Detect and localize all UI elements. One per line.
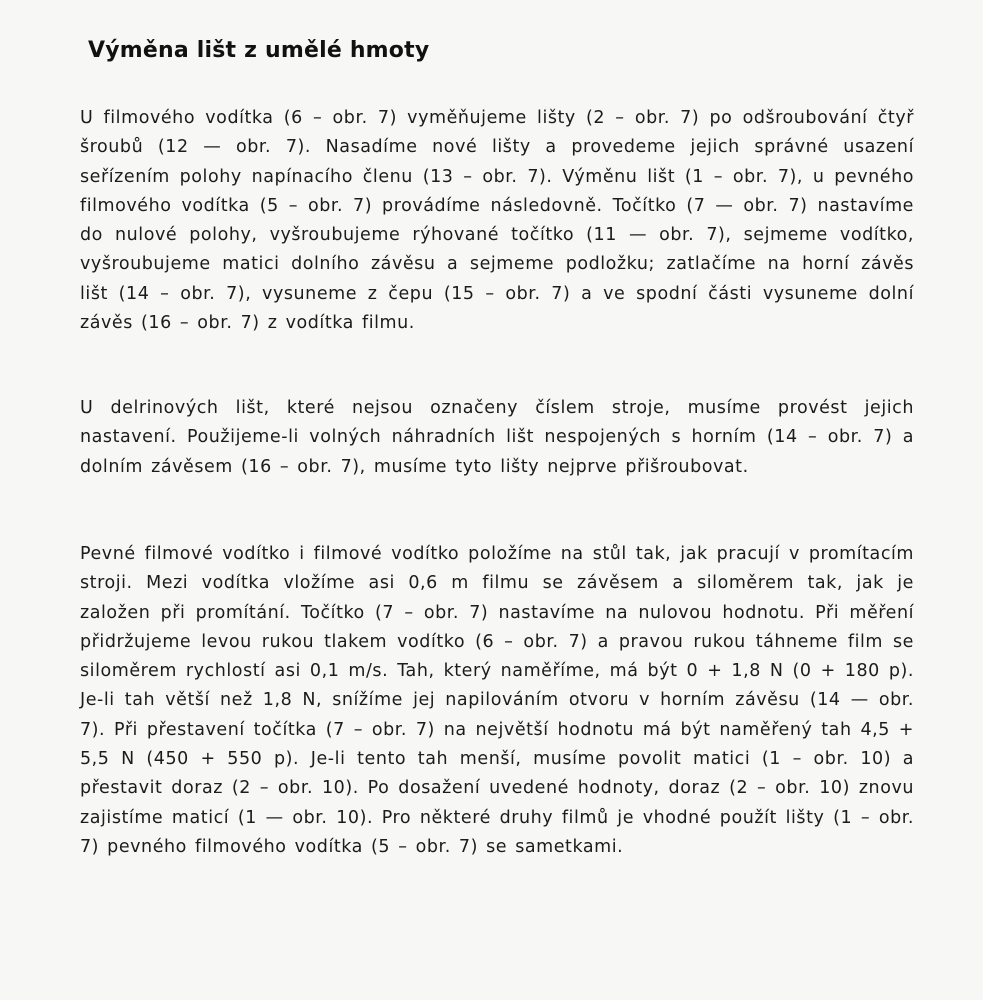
paragraph-tension-measurement: Pevné filmové vodítko i filmové vodítko položíme na stůl tak, jak pracují v promítacím stroji. Mezi vodítka vložíme asi 0,6 m filmu se závěsem a siloměrem tak, jak je založen při promítání. Točítko (7 – obr. 7) nastavíme na nulovou hodnotu. Při měření přidržujeme levou rukou tlakem vodítko (6 – obr. 7) a pravou rukou táhneme film se siloměrem rychlostí asi 0,1 m/s. Tah, který naměříme, má být 0 + 1,8 N (0 + 180 p). Je-li tah větší než 1,8 N, snížíme jej napilováním otvoru v horním závěsu (14 — obr. 7). Při přestavení točítka (7 – obr. 7) na největší hodnotu má být naměřený tah 4,5 + 5,5 N (450 + 550 p). Je-li tento tah menší, musíme povolit matici (1 – obr. 10) a přestavit doraz (2 – obr. 10). Po dosažení uvedené hodnoty, doraz (2 – obr. 10) znovu zajistíme maticí (1 — obr. 10). Pro některé druhy filmů je vhodné použít lišty (1 – obr. 7) pevného filmového vodítka (5 – obr. 7) se sametkami. xyxy=(80,544,914,857)
paragraph-replacement-procedure: U filmového vodítka (6 – obr. 7) vyměňujeme lišty (2 – obr. 7) po odšroubování čtyř šroubů (12 — obr. 7). Nasadíme nové lišty a provedeme jejich správné usazení seřízením polohy napínacího členu (13 – obr. 7). Výměnu lišt (1 – obr. 7), u pevného filmového vodítka (5 – obr. 7) provádíme následovně. Točítko (7 — obr. 7) nastavíme do nulové polohy, vyšroubujeme rýhované točítko (11 — obr. 7), sejmeme vodítko, vyšroubujeme matici dolního závěsu a sejmeme podložku; zatlačíme na horní závěs lišt (14 – obr. 7), vysuneme z čepu (15 – obr. 7) a ve spodní části vysuneme dolní závěs (16 – obr. 7) z vodítka filmu. xyxy=(80,108,914,334)
paragraph-delrin-strips: U delrinových lišt, které nejsou označeny číslem stroje, musíme provést jejich nastavení. Použijeme-li volných náhradních lišt nespojených s horním (14 – obr. 7) a dolním závěsem (16 – obr. 7), musíme tyto lišty nejprve přišroubovat. xyxy=(80,398,914,477)
section-title: Výměna lišt z umělé hmoty xyxy=(88,38,430,63)
